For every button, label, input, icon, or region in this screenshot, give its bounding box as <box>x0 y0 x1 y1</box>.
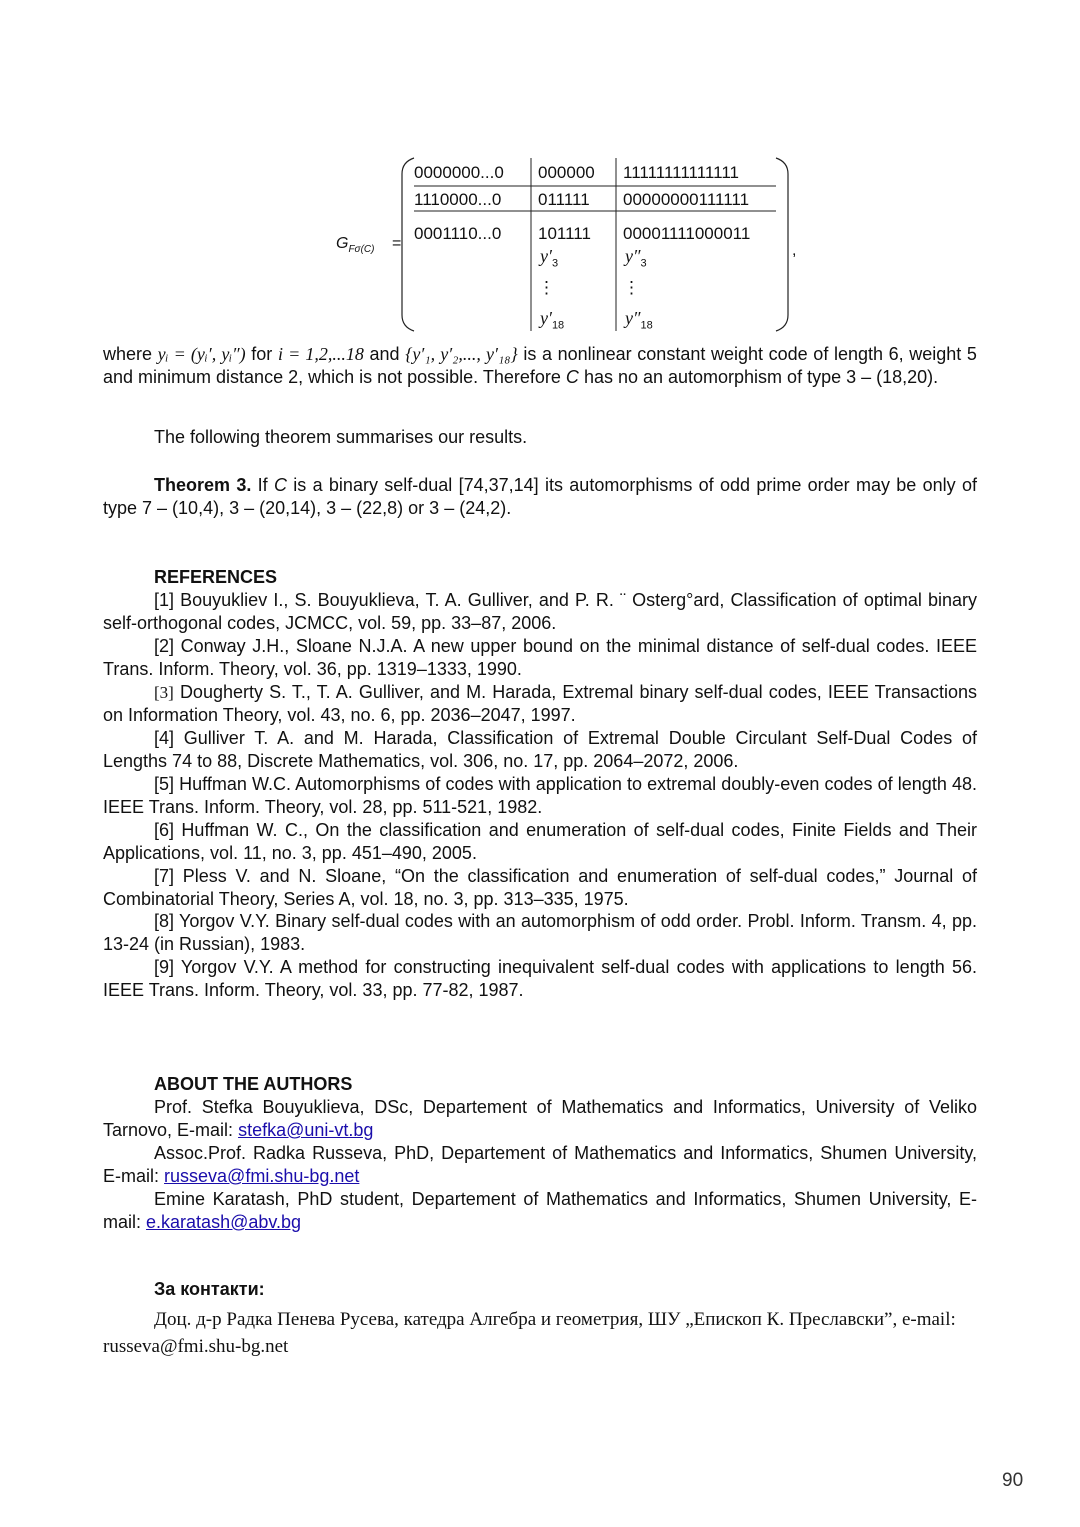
reference-1: [1] Bouyukliev I., S. Bouyuklieva, T. A. Gulliver, and P. R. ¨ Osterg°ard, Classification of optimal binary self-orthogonal codes, JCMCC, vol. 59, pp. 33–87, 2006. <box>103 590 977 633</box>
matrix-comma: , <box>792 242 797 259</box>
matrix-cell: 11111111111111 <box>623 163 739 182</box>
reference-6: [6] Huffman W. C., On the classification and enumeration of self-dual codes, Finite Fields and Their Applications, vol. 11, no. 3, pp. 451–490, 2005. <box>103 820 977 863</box>
matrix-cell: 0001110...0 <box>414 224 502 243</box>
generator-matrix <box>330 150 810 340</box>
page-number: 90 <box>1002 1470 1024 1491</box>
author-3-email-link[interactable]: e.karatash@abv.bg <box>146 1212 302 1232</box>
author-1: Prof. Stefka Bouyuklieva, DSc, Departement of Mathematics and Informatics, University of Veliko Tarnovo, E-mail: stefka@uni-vt.bg <box>103 1097 977 1140</box>
reference-8: [8] Yorgov V.Y. Binary self-dual codes with an automorphism of odd order. Probl. Inform. Transm. 4, pp. 13-24 (in Russian), 1983. <box>103 911 977 954</box>
where-paragraph: where yᵢ = (yᵢ′, yᵢ″) for i = 1,2,...18 and {y′₁, y′₂,..., y′₁₈} is a nonlinear constant weight code of length 6, weight 5 and minimum distance 2, which is not possible. Therefore C has no an automorphism of type 3 – (18,20). <box>103 344 977 387</box>
author-3: Emine Karatash, PhD student, Departement of Mathematics and Informatics, Shumen University, E-mail: e.karatash@abv.bg <box>103 1189 977 1232</box>
reference-9: [9] Yorgov V.Y. A method for constructing inequivalent self-dual codes with applications to length 56. IEEE Trans. Inform. Theory, vol. 33, pp. 77-82, 1987. <box>103 957 977 1000</box>
reference-4: [4] Gulliver T. A. and M. Harada, Classification of Extremal Double Circulant Self-Dual Codes of Lengths 74 to 88, Discrete Mathematics, vol. 306, no. 17, pp. 2064–2072, 2006. <box>103 728 977 771</box>
reference-3: [3] Dougherty S. T., T. A. Gulliver, and M. Harada, Extremal binary self-dual codes, IEEE Transactions on Information Theory, vol. 43, no. 6, pp. 2036–2047, 1997. <box>103 682 977 725</box>
matrix-cell-y-dprime-18: $y''_{18}$ <box>625 308 653 332</box>
matrix-cell: 0000000...0 <box>414 163 504 182</box>
matrix-cell: 00001111000011 <box>623 224 751 243</box>
contacts-heading: За контакти: <box>154 1279 265 1299</box>
matrix-cell: 00000000111111 <box>623 190 750 209</box>
matrix-vdots: ⋮ <box>623 278 640 297</box>
summary-sentence: The following theorem summarises our results. <box>154 427 528 447</box>
matrix-label: $G_{F\sigma(C)}$ <box>336 235 375 256</box>
reference-2: [2] Conway J.H., Sloane N.J.A. A new upper bound on the minimal distance of self-dual codes. IEEE Trans. Inform. Theory, vol. 36, pp. 1319–1333, 1990. <box>103 636 977 679</box>
matrix-cell-y-dprime-3: $y''_3$ <box>625 246 647 270</box>
theorem-3: Theorem 3. If C is a binary self-dual [74,37,14] its automorphisms of odd prime order may be only of type 7 – (10,4), 3 – (20,14), 3 – (22,8) or 3 – (24,2). <box>103 475 977 518</box>
references-heading: REFERENCES <box>154 567 278 587</box>
matrix-equals: = <box>392 235 402 252</box>
author-1-email-link[interactable]: stefka@uni-vt.bg <box>238 1120 374 1140</box>
reference-5: [5] Huffman W.C. Automorphisms of codes with application to extremal doubly-even codes of length 48. IEEE Trans. Inform. Theory, vol. 28, pp. 511-521, 1982. <box>103 774 977 817</box>
matrix-cell: 000000 <box>538 163 595 182</box>
matrix-cell: 011111 <box>538 190 590 209</box>
contacts-text: Доц. д-р Радка Пенева Русева, катедра Алгебра и геометрия, ШУ „Епископ К. Преславски”, e-mail: russeva@fmi.shu-bg.net <box>103 1309 956 1357</box>
matrix-cell-y-prime-18: $y'_{18}$ <box>540 308 565 332</box>
reference-7: [7] Pless V. and N. Sloane, “On the classification and enumeration of self-dual codes,” Journal of Combinatorial Theory, Series A, vol. 18, no. 3, pp. 313–335, 1975. <box>103 866 977 909</box>
matrix-cell-y-prime-3: $y'_3$ <box>540 246 559 270</box>
matrix-vdots: ⋮ <box>538 278 555 297</box>
matrix-cell: 101111 <box>538 224 591 243</box>
authors-heading: ABOUT THE AUTHORS <box>154 1074 353 1094</box>
author-2-email-link[interactable]: russeva@fmi.shu-bg.net <box>164 1166 360 1186</box>
author-2: Assoc.Prof. Radka Russeva, PhD, Departement of Mathematics and Informatics, Shumen University, E-mail: russeva@fmi.shu-bg.net <box>103 1143 977 1186</box>
matrix-cell: 1110000...0 <box>414 190 502 209</box>
